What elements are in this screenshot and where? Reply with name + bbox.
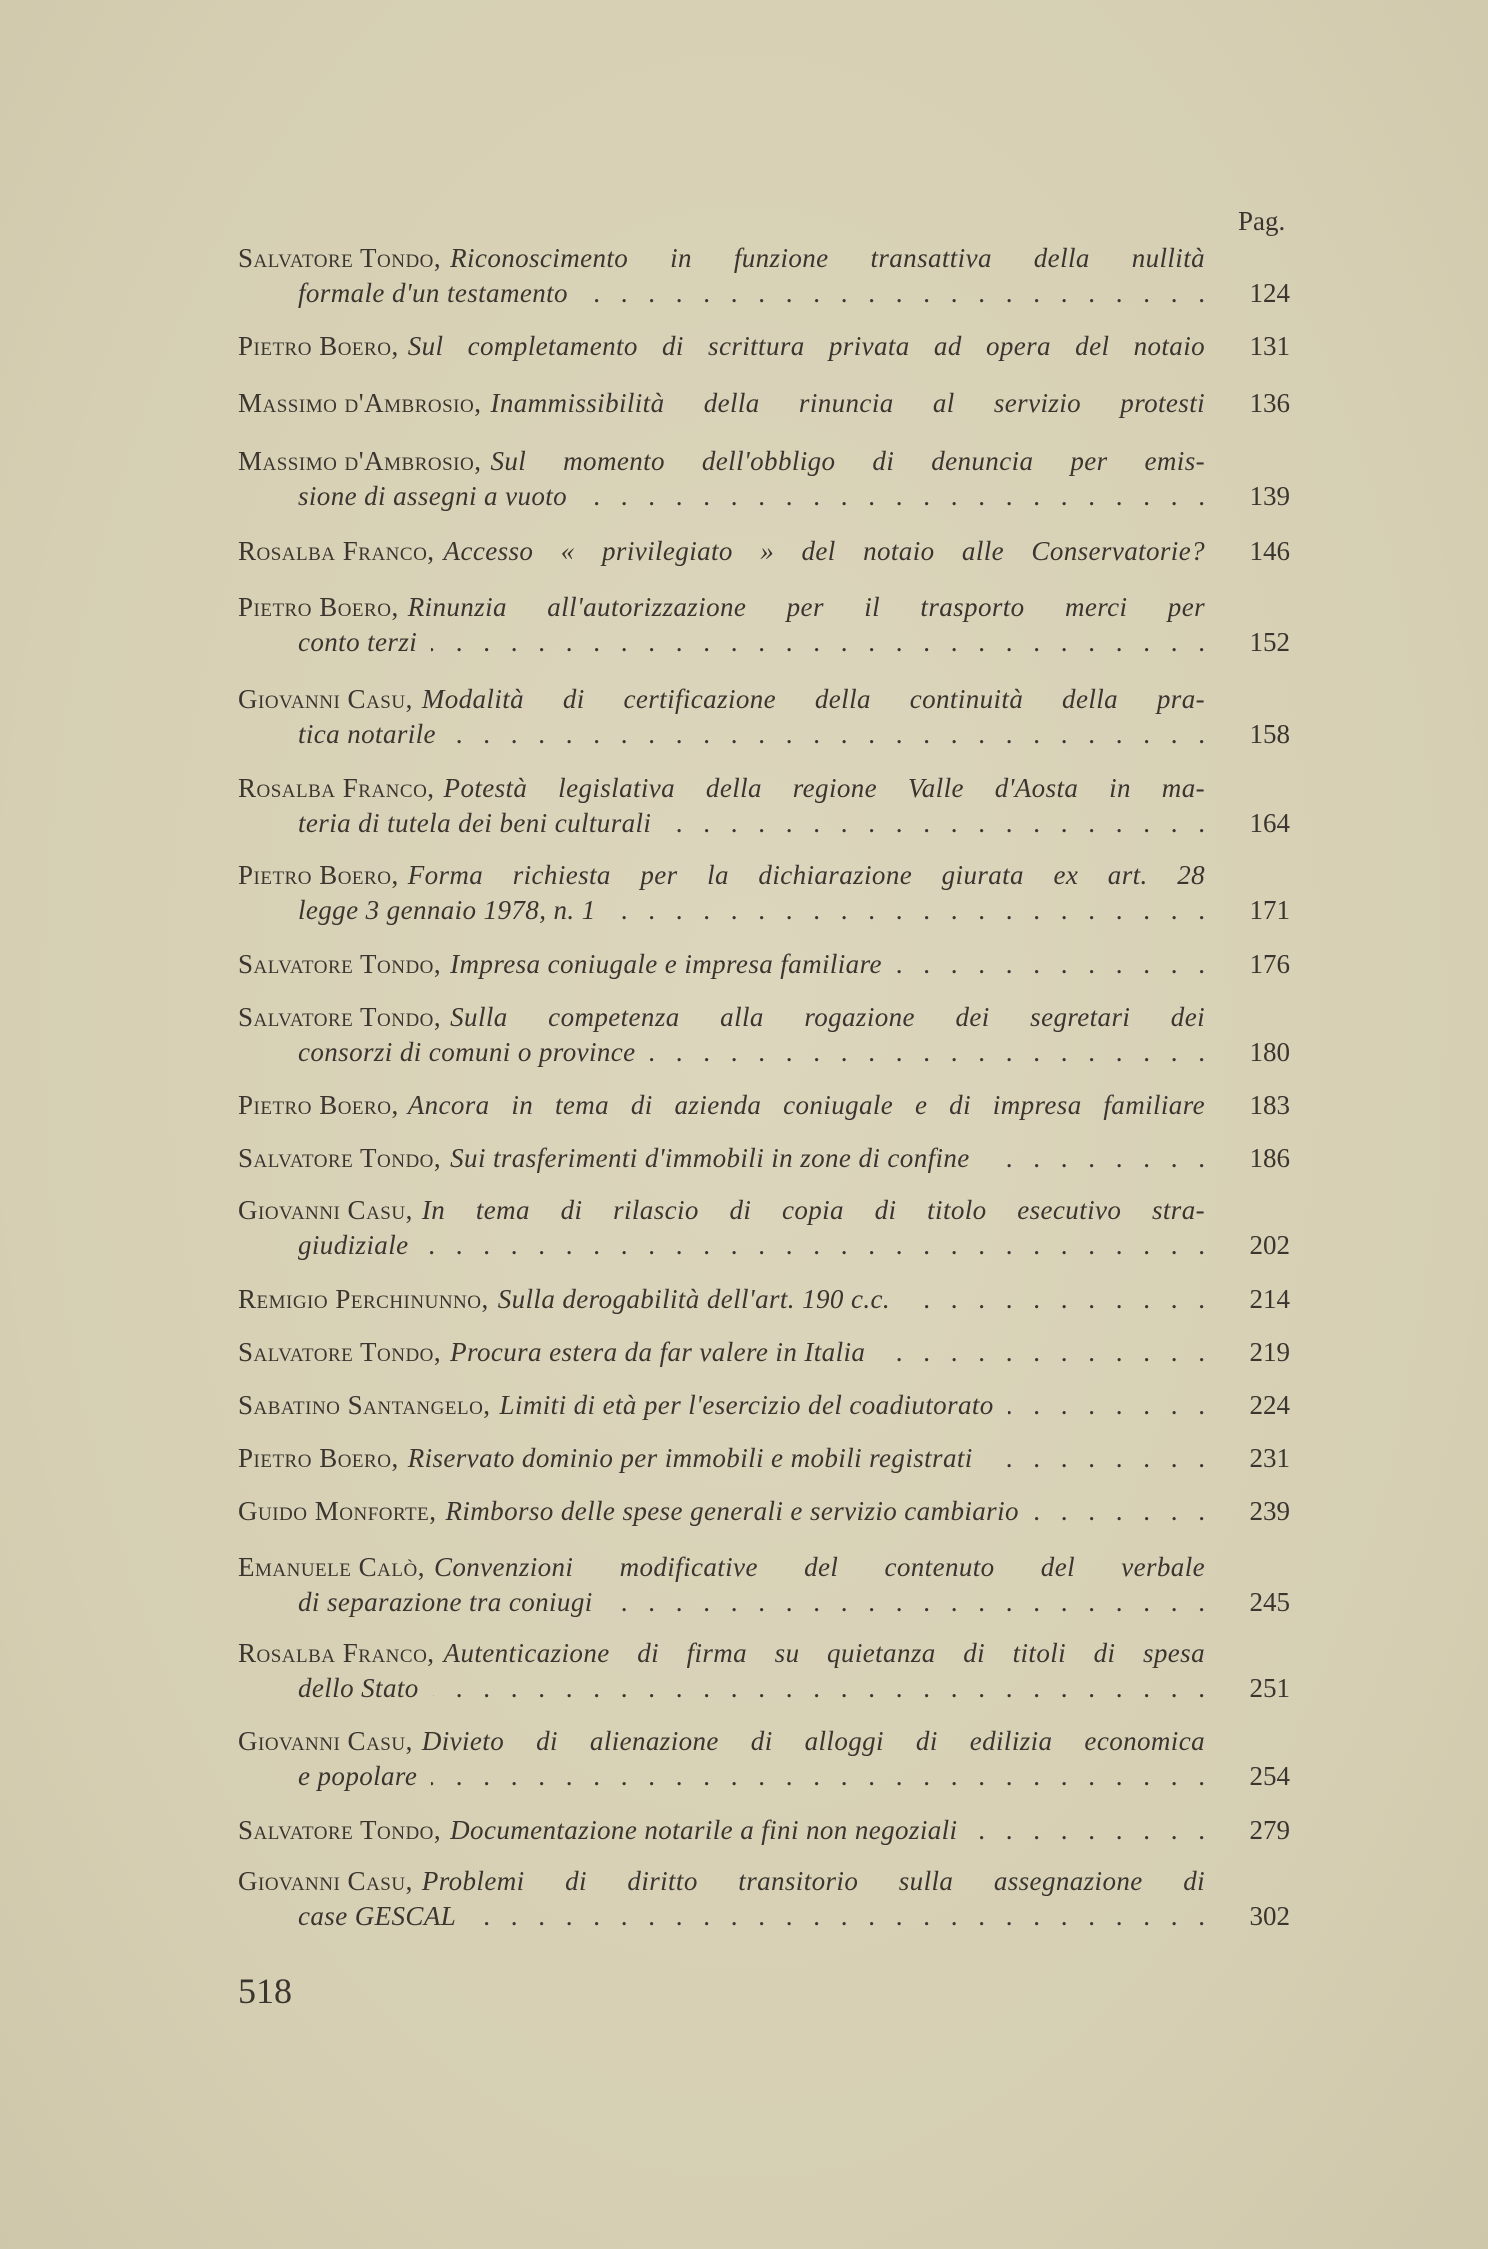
entry-page-number: 254 [1249,1761,1290,1791]
toc-entry [238,1193,1290,1263]
entry-title: Sul momento dell'obbligo di denuncia per emis- [490,446,1205,476]
dot-leader [581,479,1205,514]
entry-title: Procura estera da far valere in Italia [450,1337,866,1367]
entry-author: Salvatore Tondo , [238,1335,441,1370]
entry-author: Giovanni Casu , [238,1724,413,1759]
toc-entry [238,771,1290,841]
toc-entry [238,590,1290,660]
entry-title: Riconoscimento in funzione transattiva della nullità [450,243,1205,273]
entry-title: Modalità di certificazione della continuità della pra- [421,684,1205,714]
toc-entry-line [238,1550,1205,1585]
dot-leader [1033,1494,1205,1529]
entry-title: Impresa coniugale e impresa familiare [450,949,882,979]
dot-leader [896,947,1205,982]
toc-entry-line [238,1000,1205,1035]
entry-title: In tema di rilascio di copia di titolo esecutivo stra- [421,1195,1205,1225]
entry-page-number: 231 [1249,1443,1290,1473]
entry-title: Autenticazione di firma su quietanza di titoli di spesa [443,1638,1205,1668]
toc-entry-continuation [298,1671,1205,1706]
entry-page-number: 131 [1249,331,1290,361]
toc-entry-continuation [298,1585,1205,1620]
toc-entry-continuation [298,1228,1205,1263]
entry-title-continuation: teria di tutela dei beni culturali [298,808,652,838]
toc-entry [238,329,1290,364]
toc-entry [238,1813,1290,1848]
entry-title: Convenzioni modificative del contenuto del verbale [433,1552,1205,1582]
toc-entry [238,1724,1290,1794]
toc-entry [238,1388,1290,1423]
entry-title-continuation: conto terzi [298,627,418,657]
toc-entry-line [238,1388,1205,1423]
toc-entry-line [238,534,1205,569]
toc-entry [238,1494,1290,1529]
entry-title-continuation: sione di assegni a vuoto [298,481,568,511]
entry-page-number: 171 [1249,895,1290,925]
entry-title: Sul completamento di scrittura privata ad opera del notaio [407,331,1205,361]
entry-title: Riservato dominio per immobili e mobili registrati [407,1443,973,1473]
toc-entry [238,1636,1290,1706]
entry-title-continuation: consorzi di comuni o province [298,1037,636,1067]
entry-author: Emanuele Calò , [238,1550,425,1585]
toc-entry-line [238,1088,1205,1123]
entry-title-continuation: di separazione tra coniugi [298,1587,593,1617]
entry-page-number: 245 [1249,1587,1290,1617]
entry-title: Sulla competenza alla rogazione dei segretari dei [450,1002,1205,1032]
entry-author: Massimo d'Ambrosio , [238,386,481,421]
entry-author: Massimo d'Ambrosio , [238,444,481,479]
dot-leader [665,806,1205,841]
entry-title: Accesso « privilegiato » del notaio alle Conservatorie? [443,536,1205,566]
toc-entry [238,386,1290,421]
entry-page-number: 152 [1249,627,1290,657]
toc-entry-continuation [298,479,1205,514]
entry-author: Salvatore Tondo , [238,947,441,982]
toc-entry [238,1550,1290,1620]
toc-entry-line [238,1193,1205,1228]
dot-leader [904,1282,1205,1317]
entry-page-number: 214 [1249,1284,1290,1314]
entry-page-number: 219 [1249,1337,1290,1367]
entry-author: Giovanni Casu , [238,1864,413,1899]
entry-author: Guido Monforte , [238,1494,436,1529]
toc-entry-line [238,444,1205,479]
toc-entry [238,682,1290,752]
entry-title: Sui trasferimenti d'immobili in zone di confine [450,1143,970,1173]
dot-leader [984,1141,1205,1176]
toc-entry-line [238,1724,1205,1759]
entry-page-number: 158 [1249,719,1290,749]
entry-page-number: 164 [1249,808,1290,838]
entry-page-number: 176 [1249,949,1290,979]
dot-leader [607,1585,1205,1620]
dot-leader [971,1813,1205,1848]
dot-leader [987,1441,1205,1476]
entry-page-number: 186 [1249,1143,1290,1173]
entry-page-number: 136 [1249,388,1290,418]
entry-author: Remigio Perchinunno , [238,1282,489,1317]
entry-author: Rosalba Franco , [238,1636,435,1671]
toc-entry [238,947,1290,982]
entry-author: Giovanni Casu , [238,682,413,717]
entry-page-number: 139 [1249,481,1290,511]
entry-author: Pietro Boero , [238,1088,399,1123]
entry-page-number: 202 [1249,1230,1290,1260]
entry-author: Rosalba Franco , [238,771,435,806]
dot-leader [431,1759,1205,1794]
toc-entry-continuation [298,893,1205,928]
entry-author: Salvatore Tondo , [238,1141,441,1176]
dot-leader [450,717,1205,752]
dot-leader [610,893,1205,928]
entry-page-number: 302 [1249,1901,1290,1931]
toc-entry-continuation [298,806,1205,841]
entry-title: Documentazione notarile a fini non negoziali [450,1815,958,1845]
entry-page-number: 224 [1249,1390,1290,1420]
toc-entry [238,1441,1290,1476]
entry-author: Sabatino Santangelo , [238,1388,491,1423]
toc-entry-line [238,1335,1205,1370]
dot-leader [1008,1388,1205,1423]
entry-page-number: 183 [1249,1090,1290,1120]
entry-author: Pietro Boero , [238,858,399,893]
toc-entry-continuation [298,276,1205,311]
dot-leader [582,276,1205,311]
dot-leader [431,625,1205,660]
entry-page-number: 279 [1249,1815,1290,1845]
toc-entry-line [238,947,1205,982]
entry-title-continuation: formale d'un testamento [298,278,568,308]
toc-entry-line [238,241,1205,276]
entry-page-number: 124 [1249,278,1290,308]
toc-entry-line [238,1813,1205,1848]
toc-entry [238,1141,1290,1176]
entry-page-number: 251 [1249,1673,1290,1703]
entry-title: Limiti di età per l'esercizio del coadiutorato [499,1390,994,1420]
toc-entry-line [238,386,1205,421]
toc-entry [238,1088,1290,1123]
entry-author: Rosalba Franco , [238,534,435,569]
dot-leader [433,1671,1205,1706]
toc-entry-continuation [298,1899,1205,1934]
toc-entry [238,1000,1290,1070]
entry-title: Potestà legislativa della regione Valle d'Aosta in ma- [443,773,1205,803]
toc-entry-line [238,329,1205,364]
toc-entry-continuation [298,1035,1205,1070]
toc-entry [238,534,1290,569]
entry-author: Pietro Boero , [238,329,399,364]
entry-title: Ancora in tema di azienda coniugale e di impresa familiare [407,1090,1205,1120]
entry-title-continuation: tica notarile [298,719,436,749]
toc-entry-line [238,1282,1205,1317]
toc-entry [238,241,1290,311]
dot-leader [470,1899,1205,1934]
toc-entry-line [238,590,1205,625]
entry-title-continuation: case GESCAL [298,1901,457,1931]
toc-entry-line [238,771,1205,806]
toc-entry [238,1864,1290,1934]
entry-author: Salvatore Tondo , [238,1000,441,1035]
toc-entry [238,1282,1290,1317]
entry-author: Salvatore Tondo , [238,241,441,276]
entry-title: Divieto di alienazione di alloggi di edilizia economica [421,1726,1205,1756]
toc-entry-continuation [298,1759,1205,1794]
entry-title: Forma richiesta per la dichiarazione giurata ex art. 28 [407,860,1205,890]
toc-entry [238,1335,1290,1370]
toc-entry-line [238,1636,1205,1671]
entry-title-continuation: legge 3 gennaio 1978, n. 1 [298,895,596,925]
dot-leader [650,1035,1205,1070]
toc-entry-continuation [298,717,1205,752]
entry-author: Giovanni Casu , [238,1193,413,1228]
dot-leader [879,1335,1205,1370]
entry-page-number: 146 [1249,536,1290,566]
entry-title: Problemi di diritto transitorio sulla assegnazione di [421,1866,1205,1896]
folio-page-number: 518 [238,1971,292,2011]
page-column-header: Pag. [1238,206,1286,236]
toc-entry-line [238,1864,1205,1899]
entry-page-number: 239 [1249,1496,1290,1526]
toc-entry [238,444,1290,514]
entry-author: Pietro Boero , [238,1441,399,1476]
entry-author: Pietro Boero , [238,590,399,625]
toc-entry [238,858,1290,928]
toc-entry-line [238,1441,1205,1476]
entry-author: Salvatore Tondo , [238,1813,441,1848]
entry-title-continuation: e popolare [298,1761,418,1791]
entry-title: Rimborso delle spese generali e servizio cambiario [445,1496,1019,1526]
toc-entry-continuation [298,625,1205,660]
entry-title: Sulla derogabilità dell'art. 190 c.c. [497,1284,891,1314]
toc-entry-line [238,682,1205,717]
toc-entry-line [238,1141,1205,1176]
entry-title-continuation: dello Stato [298,1673,419,1703]
entry-title: Inammissibilità della rinuncia al servizio protesti [490,388,1205,418]
entry-page-number: 180 [1249,1037,1290,1067]
toc-entry-line [238,858,1205,893]
dot-leader [423,1228,1206,1263]
entry-title: Rinunzia all'autorizzazione per il trasporto merci per [407,592,1205,622]
entry-title-continuation: giudiziale [298,1230,409,1260]
toc-entry-line [238,1494,1205,1529]
